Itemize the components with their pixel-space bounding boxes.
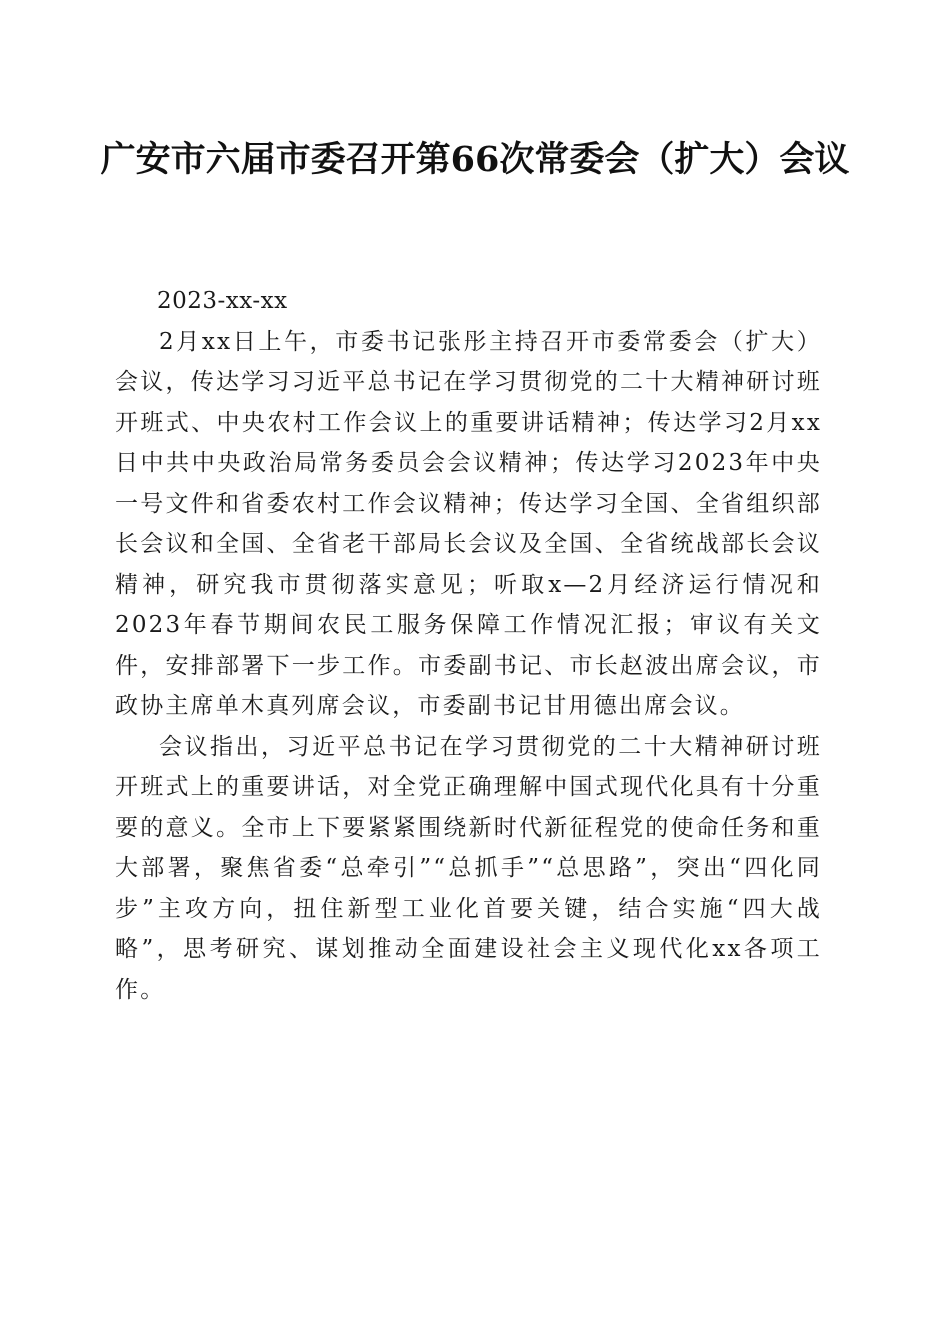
document-title: 广安市六届市委召开第66次常委会（扩大）会议 [100,139,850,180]
paragraph-meeting-points: 会议指出，习近平总书记在学习贯彻党的二十大精神研讨班开班式上的重要讲话，对全党正确理解中国式现代化具有十分重要的意义。全市上下要紧紧围绕新时代新征程党的使命任务和重大部署，聚焦省委“总牵引”“总抓手”“总思路”，突出“四化同步”主攻方向，扭住新型工业化首要关键，结合实施“四大战略”，思考研究、谋划推动全面建设社会主义现代化xx各项工作。 [115,733,822,1003]
document-date: 2023-xx-xx [157,288,288,314]
paragraph-meeting-summary: 2月xx日上午，市委书记张彤主持召开市委常委会（扩大）会议，传达学习习近平总书记在学习贯彻党的二十大精神研讨班开班式、中央农村工作会议上的重要讲话精神；传达学习2月xx日中共中央政治局常务委员会会议精神；传达学习2023年中央一号文件和省委农村工作会议精神；传达学习全国、全省组织部长会议和全国、全省老干部局长会议及全国、全省统战部长会议精神，研究我市贯彻落实意见；听取x—2月经济运行情况和2023年春节期间农民工服务保障工作情况汇报；审议有关文件，安排部署下一步工作。市委副书记、市长赵波出席会议，市政协主席单木真列席会议，市委副书记甘用德出席会议。 [115,328,822,719]
document-body [115,281,822,1010]
